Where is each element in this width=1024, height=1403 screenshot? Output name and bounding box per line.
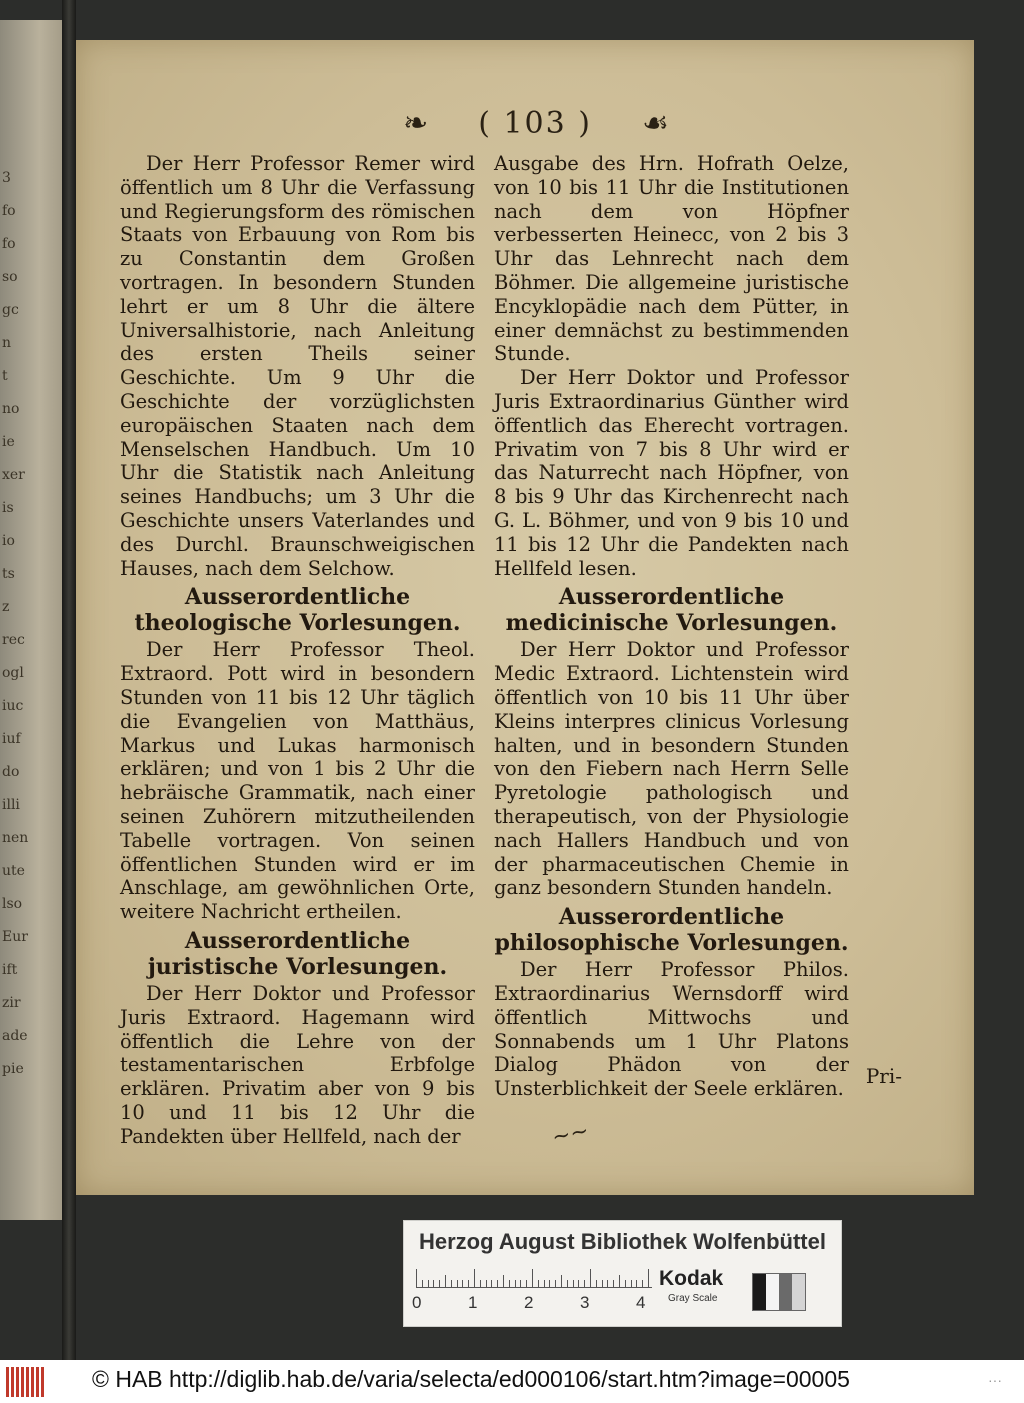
ruler-tick [544,1280,545,1287]
section-heading: Ausserordentliche juristische Vorlesungen. [147,927,448,980]
ruler-tick [416,1269,417,1287]
previous-page-fragment: rec [2,632,25,648]
previous-page-fragment: ie [2,434,15,450]
paragraph: Der Herr Doktor und Professor Juris Extraordinarius Günther wird öffentlich das Eherecht vortragen. Privatim von 7 bis 8 Uhr wird er das Naturrecht nach Höpfner, von 8 bis 9 Uhr das Kirchenrecht nach G. L. Böhmer, und von 9 bis 10 und 11 bis 12 Uhr die Pandekten nach Hellfeld lesen. [494,366,849,580]
paragraph: Ausgabe des Hrn. Hofrath Oelze, von 10 bis 11 Uhr die Institutionen nach dem von Höpfner verbesserten Heinecc, von 2 bis 3 Uhr das Lehnrecht nach dem Böhmer. Die allgemeine juristische Encyklopädie nach dem Pütter, in einer demnächst zu bestimmenden Stunde. [494,152,849,366]
previous-page-fragment: io [2,533,15,549]
ruler-tick [538,1280,539,1287]
ruler-tick [486,1280,487,1287]
ruler-tick [509,1280,510,1287]
paragraph: Der Herr Doktor und Professor Juris Extraord. Hagemann wird öffentlich die Lehre von der testamentarischen Erbfolge erklären. Privatim aber von 9 bis 10 und 11 bis 12 Uhr die Pandekten über Hellfeld, nach der [120,981,475,1148]
ruler-tick [584,1280,585,1287]
paragraph: Der Herr Doktor und Professor Medic Extraord. Lichtenstein wird öffentlich von 10 bis 11 Uhr über Kleins interpres clinicus Vorlesung halten, und in besondern Stunden von den Fiebern nach Herrn Selle Pyretologie pathologisch und therapeutisch, von der Physiologie nach Hallers Handbuch und von der pharmaceutischen Chemie in ganz besondern Stunden handeln. [494,638,849,900]
ink-mark-icon: ~~ [549,1118,592,1151]
ruler-tick [636,1280,637,1287]
footer-bar [0,1360,1024,1403]
gray-swatch [752,1273,806,1311]
ruler-tick [457,1280,458,1287]
ruler-tick [497,1280,498,1287]
ruler-tick [567,1280,568,1287]
previous-page-fragment: fo [2,236,16,252]
ruler-tick [532,1269,533,1287]
previous-page-fragment: zir [2,995,21,1011]
ruler-tick [474,1269,475,1287]
ruler-tick [445,1275,446,1287]
right-column [494,152,849,1101]
ruler-tick [602,1280,603,1287]
previous-page-fragment: ift [2,962,18,978]
footer-copyright-link[interactable]: © HAB http://diglib.hab.de/varia/selecta/ed000106/start.htm?image=00005 [92,1366,850,1392]
previous-page-fragment: do [2,764,20,780]
previous-page-fragment: is [2,500,14,516]
previous-page-fragment: gc [2,302,19,318]
page-header [316,98,756,148]
previous-page-fragment: so [2,269,18,285]
previous-page-fragment: ts [2,566,15,582]
previous-page-fragment: lso [2,896,23,912]
page-number: ( 103 ) [478,105,592,141]
ruler-tick [439,1280,440,1287]
more-icon[interactable]: ··· [988,1372,1002,1388]
ruler-number: 3 [580,1293,590,1312]
ruler-tick [648,1269,649,1287]
ruler-tick [549,1280,550,1287]
previous-page-fragment: fo [2,203,16,219]
ruler-number: 2 [524,1293,534,1312]
previous-page-fragment: illi [2,797,20,813]
ruler-tick [480,1280,481,1287]
ruler-tick [428,1280,429,1287]
ruler-tick [422,1280,423,1287]
ruler-tick [625,1280,626,1287]
ruler-tick [596,1280,597,1287]
library-label: Herzog August Bibliothek Wolfenbüttel [419,1229,826,1254]
previous-page-fragment: pie [2,1061,24,1077]
hab-logo-icon [6,1367,46,1397]
ruler-tick [468,1280,469,1287]
section-heading: Ausserordentliche medicinische Vorlesungen. [505,584,838,637]
ruler-tick [520,1280,521,1287]
ruler-tick [590,1269,591,1287]
catchword: Pri- [865,1064,902,1088]
ruler-tick [631,1280,632,1287]
previous-page-fragment: n [2,335,12,351]
previous-page-fragment: Eur [2,929,28,945]
gray-scale-label: Gray Scale [668,1293,718,1304]
ruler-tick [451,1280,452,1287]
ruler-tick [515,1280,516,1287]
ruler-tick [491,1280,492,1287]
ruler-tick [578,1280,579,1287]
ruler-tick [573,1280,574,1287]
ruler-tick [642,1280,643,1287]
ornament-left-icon: ❧ [403,105,429,141]
ruler-tick [462,1280,463,1287]
ruler-tick [619,1275,620,1287]
ruler-tick [607,1280,608,1287]
left-column [120,152,475,1148]
paragraph: Der Herr Professor Philos. Extraordinarius Wernsdorff wird öffentlich Mittwochs und Sonnabends um 1 Uhr Platons Dialog Phädon von der Unsterblichkeit der Seele erklären. [494,958,849,1101]
book-gutter [62,0,76,1360]
ruler-tick [503,1275,504,1287]
previous-page-fragment: iuc [2,698,24,714]
paragraph: Der Herr Professor Theol. Extraord. Pott wird in besondern Stunden von 11 bis 12 Uhr täglich die Evangelien von Matthäus, Markus und Lukas harmonisch erklären; und von 1 bis 2 Uhr die hebräische Grammatik, nach einer seinen Zuhörern mitzutheilenden Tabelle vortragen. Von seinen öffentlichen Stunden wird er im Anschlage, am gewöhnlichen Orte, weitere Nachricht ertheilen. [120,638,475,924]
ruler-tick [561,1275,562,1287]
ruler-number: 1 [468,1293,478,1312]
previous-page-fragment: 3 [2,170,11,186]
ruler-number: 0 [412,1293,422,1312]
section-heading: Ausserordentliche theologische Vorlesungen. [134,584,461,637]
color-card [403,1220,842,1327]
section-heading: Ausserordentliche philosophische Vorlesungen. [494,904,849,957]
document-page [76,40,974,1195]
ruler-tick [555,1280,556,1287]
ruler-tick [613,1280,614,1287]
ruler-tick [433,1280,434,1287]
ornament-right-icon: ☙ [641,105,669,141]
previous-page-fragment: no [2,401,20,417]
previous-page-fragment: t [2,368,8,384]
ruler-number: 4 [636,1293,646,1312]
ruler-tick [526,1280,527,1287]
previous-page-fragment: ade [2,1028,28,1044]
previous-page-fragment: ute [2,863,25,879]
previous-page-fragment: xer [2,467,25,483]
previous-page-fragment: z [2,599,10,615]
scale-ruler [416,1269,652,1288]
kodak-brand: Kodak [659,1267,724,1290]
previous-page-fragment: nen [2,830,29,846]
previous-page-fragment: ogl [2,665,24,681]
paragraph: Der Herr Professor Remer wird öffentlich um 8 Uhr die Verfassung und Regierungsform des römischen Staats von Erbauung von Rom bis zu Constantin dem Großen vortragen. In besondern Stunden lehrt er um 8 Uhr die ältere Universalhistorie, nach Anleitung des ersten Theils seiner Geschichte. Um 9 Uhr die Geschichte der vorzüglichsten europäischen Staaten nach dem Menselschen Handbuch. Um 10 Uhr die Statistik nach Anleitung seines Handbuchs; um 3 Uhr die Geschichte unsers Vaterlandes und des Durchl. Braunschweigischen Hauses, nach dem Selchow. [120,152,475,580]
previous-page-fragment: iuf [2,731,21,747]
